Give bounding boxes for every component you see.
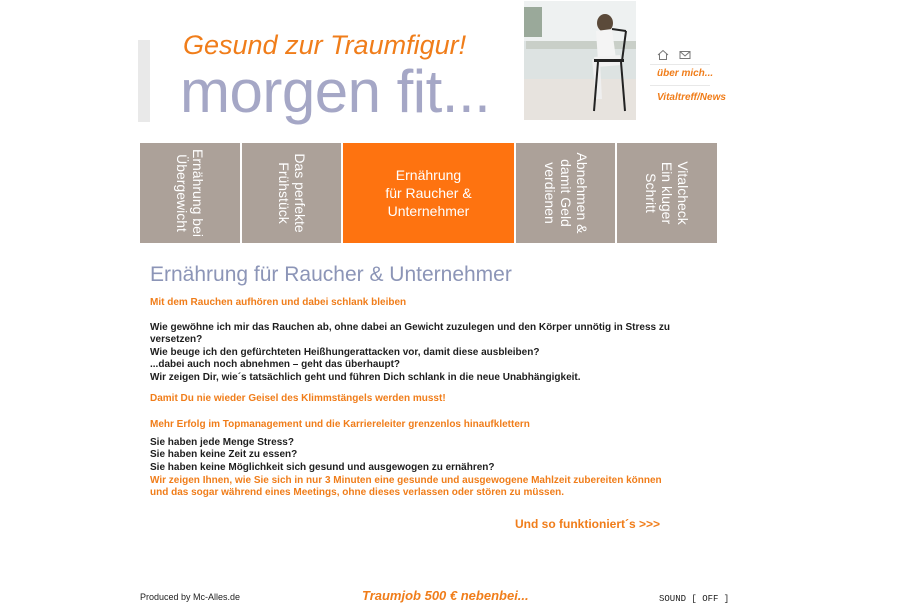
sound-toggle[interactable]: SOUND [ OFF ] <box>659 594 730 604</box>
paragraph-line: Sie haben keine Zeit zu essen? <box>150 449 298 461</box>
main-content <box>150 297 678 500</box>
section-heading: Mit dem Rauchen aufhören und dabei schlank bleiben <box>150 297 407 308</box>
section-tagline: Wir zeigen Ihnen, wie Sie sich in nur 3 Minuten eine gesunde und ausgewogene Mahlzeit zubereiten können und das sogar während eines Meetings, ohne dieses verlassen oder stören zu müssen. <box>150 474 662 499</box>
vitaltreff-news-link[interactable]: Vitaltreff/News <box>657 92 726 103</box>
tab-vitalcheck[interactable] <box>615 143 717 243</box>
traumjob-link[interactable]: Traumjob 500 € nebenbei... <box>362 588 529 603</box>
tab-ernaehrung-uebergewicht[interactable] <box>140 143 240 243</box>
section-tagline: Damit Du nie wieder Geisel des Klimmstängels werden musst! <box>150 392 446 404</box>
paragraph-line: Sie haben keine Möglichkeit sich gesund und ausgewogen zu ernähren? <box>150 461 495 473</box>
link-divider <box>650 64 710 65</box>
tab-label: Abnehmen & damit Geld verdienen <box>541 152 590 234</box>
tab-abnehmen-geld-verdienen[interactable] <box>514 143 615 243</box>
tab-label: Das perfekte Frühstück <box>275 153 308 233</box>
section-heading: Mehr Erfolg im Topmanagement und die Karriereleiter grenzenlos hinaufklettern <box>150 419 530 431</box>
produced-by-credit[interactable]: Produced by Mc-Alles.de <box>140 592 241 602</box>
site-logo-text: morgen fit... <box>180 58 491 125</box>
header-photo <box>524 1 636 120</box>
paragraph-line: Wir zeigen Dir, wie´s tatsächlich geht und führen Dich schlank in die neue Unabhängigkeit. <box>150 371 581 383</box>
site-tagline: Gesund zur Traumfigur! <box>183 30 467 60</box>
header-accent-bar <box>138 40 150 122</box>
paragraph-line: Wie beuge ich den gefürchteten Heißhungerattacken vor, damit diese ausbleiben? <box>150 346 540 358</box>
tab-label: Ernährung bei Übergewicht <box>174 149 206 237</box>
tab-label: Vitalcheck Ein kluger Schritt <box>643 161 691 225</box>
about-me-link[interactable]: über mich... <box>657 68 714 79</box>
tab-perfektes-fruehstueck[interactable] <box>240 143 341 243</box>
page-title: Ernährung für Raucher & Unternehmer <box>150 263 512 286</box>
tab-raucher-unternehmer[interactable] <box>341 143 514 243</box>
link-divider <box>650 85 710 86</box>
tab-label: Ernährung für Raucher & Unternehmer <box>385 167 472 219</box>
paragraph-line: ...dabei auch noch abnehmen – geht das überhaupt? <box>150 359 401 371</box>
how-it-works-link[interactable]: Und so funktioniert´s >>> <box>515 517 661 531</box>
paragraph-line: Sie haben jede Menge Stress? <box>150 436 294 448</box>
main-navigation <box>140 143 717 243</box>
paragraph-line: Wie gewöhne ich mir das Rauchen ab, ohne dabei an Gewicht zuzulegen und den Körper unnötig in Stress zu versetzen? <box>150 321 670 346</box>
home-icon[interactable] <box>657 48 669 60</box>
header-icons <box>657 45 697 63</box>
mail-icon[interactable] <box>679 48 691 60</box>
